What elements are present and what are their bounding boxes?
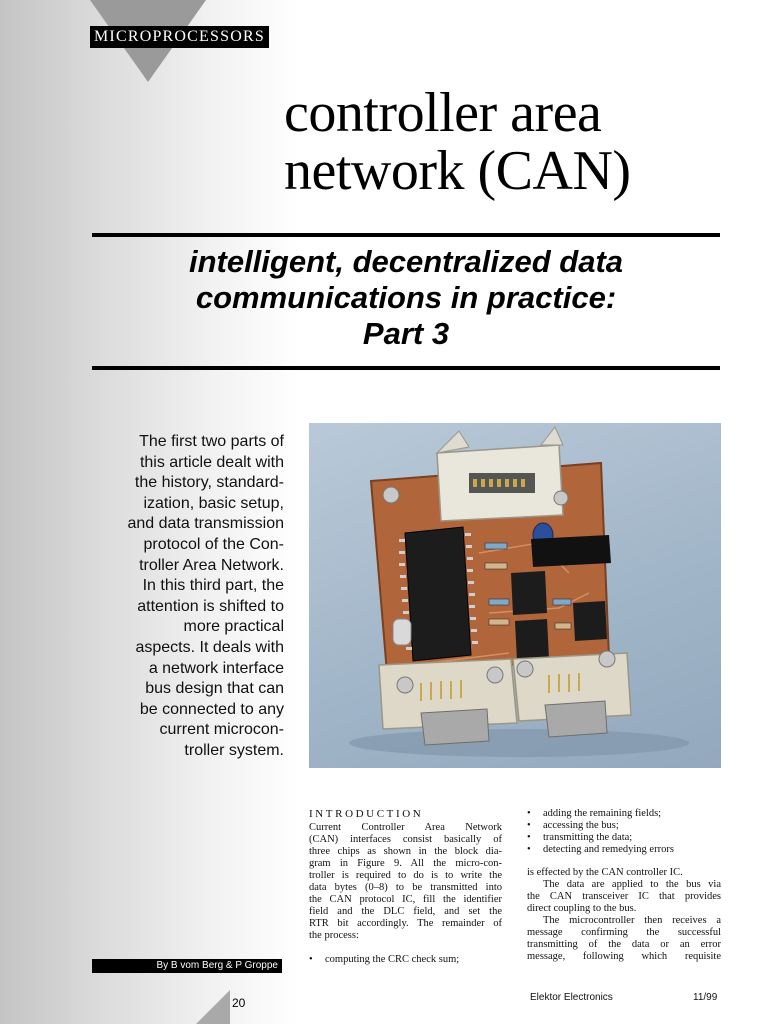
intro-line: this article dealt with bbox=[139, 453, 284, 471]
body-line: Current Controller Area Network bbox=[309, 822, 502, 833]
bullet-dot: • bbox=[527, 820, 531, 831]
circuit-board-illustration bbox=[309, 423, 721, 768]
body-line: direct coupling to the bus. bbox=[527, 903, 637, 914]
body-line: RTR bit accordingly. The remainder of bbox=[309, 918, 502, 929]
intro-line: protocol of the Con- bbox=[143, 535, 284, 553]
intro-line: be connected to any bbox=[139, 700, 284, 718]
intro-line: a network interface bbox=[148, 659, 284, 677]
intro-line: ization, basic setup, bbox=[143, 494, 284, 512]
body-line: the process: bbox=[309, 930, 359, 941]
subtitle-line: communications in practice: bbox=[195, 280, 617, 315]
intro-line: attention is shifted to bbox=[137, 597, 284, 615]
intro-line: The first two parts of bbox=[139, 433, 284, 450]
body-line: message confirming the successful bbox=[527, 927, 721, 938]
bullet-dot: • bbox=[527, 808, 531, 819]
article-column-1 bbox=[309, 808, 502, 966]
top-rule bbox=[92, 233, 720, 237]
article-subtitle bbox=[92, 244, 720, 352]
subtitle-line: Part 3 bbox=[362, 316, 450, 351]
magazine-name: Elektor Electronics bbox=[530, 992, 613, 1003]
list-item bbox=[527, 808, 721, 820]
list-item bbox=[527, 820, 721, 832]
body-line: transmitting of the data or an error bbox=[527, 939, 721, 950]
section-tag: MICROPROCESSORS bbox=[90, 26, 269, 48]
body-line: message, following which requisite bbox=[527, 951, 721, 962]
intro-line: current microcon- bbox=[159, 721, 284, 739]
list-item bbox=[309, 954, 502, 966]
section-heading: INTRODUCTION bbox=[309, 808, 424, 820]
subtitle-line: intelligent, decentralized data bbox=[188, 244, 624, 279]
body-line: three chips as shown in the block dia- bbox=[309, 846, 502, 857]
intro-line: and data transmission bbox=[127, 515, 284, 533]
list-item-text: accessing the bus; bbox=[543, 820, 619, 831]
body-line: The microcontroller then receives a bbox=[543, 915, 721, 926]
body-line: the CAN transceiver IC that provides bbox=[527, 891, 721, 902]
list-item bbox=[527, 844, 721, 856]
intro-line: aspects. It deals with bbox=[135, 638, 284, 656]
article-title bbox=[284, 84, 724, 200]
body-line: field and the DLC field, and set the bbox=[309, 906, 502, 917]
bullet-dot: • bbox=[309, 954, 313, 965]
title-line: controller area bbox=[284, 82, 602, 144]
body-line: data bytes (0–8) to be transmitted into bbox=[309, 882, 502, 893]
intro-paragraph bbox=[80, 432, 284, 762]
intro-line: In this third part, the bbox=[142, 577, 284, 595]
circuit-board-photo bbox=[309, 423, 721, 768]
bullet-dot: • bbox=[527, 832, 531, 843]
list-item-text: adding the remaining fields; bbox=[543, 808, 662, 819]
footer-triangle-decoration bbox=[196, 990, 230, 1024]
list-item-text: transmitting the data; bbox=[543, 832, 633, 843]
intro-line: more practical bbox=[183, 618, 284, 636]
body-line: The data are applied to the bus via bbox=[543, 879, 721, 890]
list-item bbox=[527, 832, 721, 844]
body-line: troller is required to do is to write the bbox=[309, 870, 502, 881]
title-line: network (CAN) bbox=[284, 140, 631, 202]
issue-number: 11/99 bbox=[693, 992, 718, 1003]
author-byline: By B vom Berg & P Groppe bbox=[92, 959, 282, 973]
body-line: is effected by the CAN controller IC. bbox=[527, 867, 683, 878]
body-line: (CAN) interfaces consist basically of bbox=[309, 834, 502, 845]
article-column-2 bbox=[527, 808, 721, 963]
body-line: the CAN protocol IC, fill the identifier bbox=[309, 894, 502, 905]
list-item-text: computing the CRC check sum; bbox=[325, 954, 460, 965]
bottom-rule bbox=[92, 366, 720, 370]
page-number: 20 bbox=[232, 996, 246, 1010]
bullet-dot: • bbox=[527, 844, 531, 855]
body-line: gram in Figure 9. All the micro-con- bbox=[309, 858, 502, 869]
intro-line: troller system. bbox=[184, 741, 284, 759]
list-item-text: detecting and remedying errors bbox=[543, 844, 674, 855]
intro-line: troller Area Network. bbox=[139, 556, 284, 574]
intro-line: the history, standard- bbox=[134, 474, 284, 492]
intro-line: bus design that can bbox=[145, 680, 284, 698]
